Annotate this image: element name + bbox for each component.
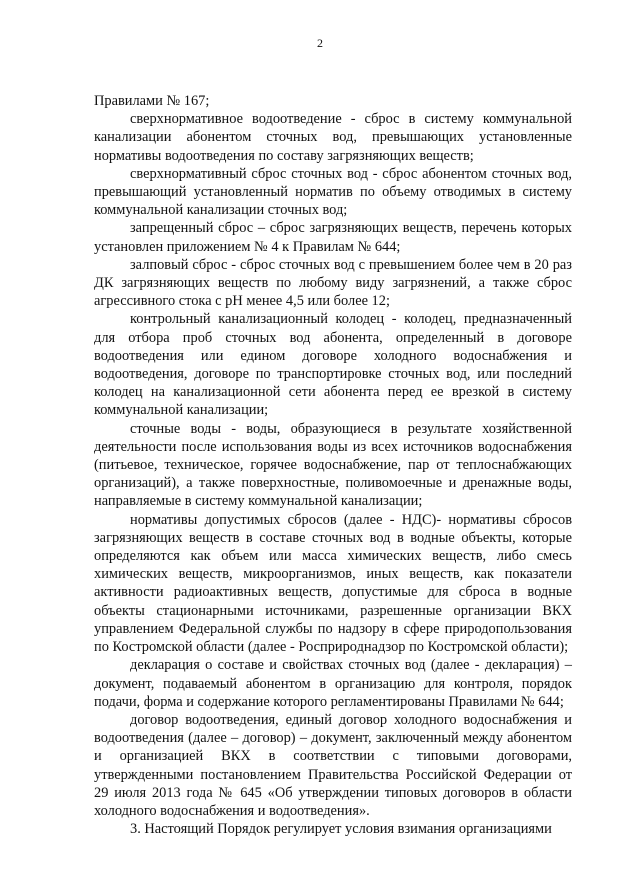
paragraph-excess-drainage: сверхнормативное водоотведение - сброс в систему коммунальной канализации абонентом сточных вод, превышающих установленные нормативы водоотведения по составу загрязняющих веществ; — [94, 111, 572, 164]
paragraph-salvo-discharge: залповый сброс - сброс сточных вод с превышением более чем в 20 раз ДК загрязняющих веществ по любому виду загрязнений, а также сброс агрессивного стока с pH менее 4,5 или более 12; — [94, 256, 572, 310]
paragraph-nds: нормативы допустимых сбросов (далее - НДС)- нормативы сбросов загрязняющих веществ в составе сточных вод в водные объекты, которые определяются как объем или масса химических веществ, либо смесь химических веществ, микроорганизмов, иных веществ, как показатели активности радиоактивных веществ, допустимые для сброса в водные объекты стационарными источниками, разрешенные организации ВКХ управлением Федеральной службы по надзору в сфере природопользования по Костромской области (далее - Росприроднадзор по Костромской области); — [94, 511, 572, 656]
body-text — [94, 92, 572, 838]
paragraph-item-3: 3. Настоящий Порядок регулирует условия взимания организациями — [130, 821, 552, 838]
paragraph-contract: договор водоотведения, единый договор холодного водоснабжения и водоотведения (далее – договор) – документ, заключенный между абонентом и организацией ВКХ в соответствии с типовыми договорами, утвержденными постановлением Правительства Российской Федерации от 29 июля 2013 года № 645 «Об утверждении типовых договоров в области холодного водоснабжения и водоотведения». — [94, 711, 572, 819]
paragraph-control-well: контрольный канализационный колодец - колодец, предназначенный для отбора проб сточных вод абонента, определенный в договоре водоотведения или едином договоре холодного водоснабжения и водоотведения, договоре по транспортировке сточных вод, или последний колодец на канализационной сети абонента перед ее врезкой в систему коммунальной канализации; — [94, 311, 572, 419]
paragraph-declaration: декларация о составе и свойствах сточных вод (далее - декларация) – документ, подаваемый абонентом в организацию для контроля, порядок подачи, форма и содержание которого регламентированы Правилами № 644; — [94, 657, 572, 710]
paragraph-rules-167-ending: Правилами № 167; — [94, 93, 210, 109]
paragraph-prohibited-discharge: запрещенный сброс – сброс загрязняющих веществ, перечень которых установлен приложением № 4 к Правилам № 644; — [94, 220, 572, 255]
paragraph-wastewater: сточные воды - воды, образующиеся в результате хозяйственной деятельности после использования воды из всех источников водоснабжения (питьевое, техническое, горячее водоснабжение, пар от теплоснабжающих организаций), а также поверхностные, поливомоечные и дренажные воды, направляемые в систему коммунальной канализации; — [94, 420, 572, 510]
paragraph-excess-discharge: сверхнормативный сброс сточных вод - сброс абонентом сточных вод, превышающий установленный норматив по объему отводимых в систему коммунальной канализации сточных вод; — [94, 165, 572, 219]
page-number: 2 — [317, 36, 323, 50]
